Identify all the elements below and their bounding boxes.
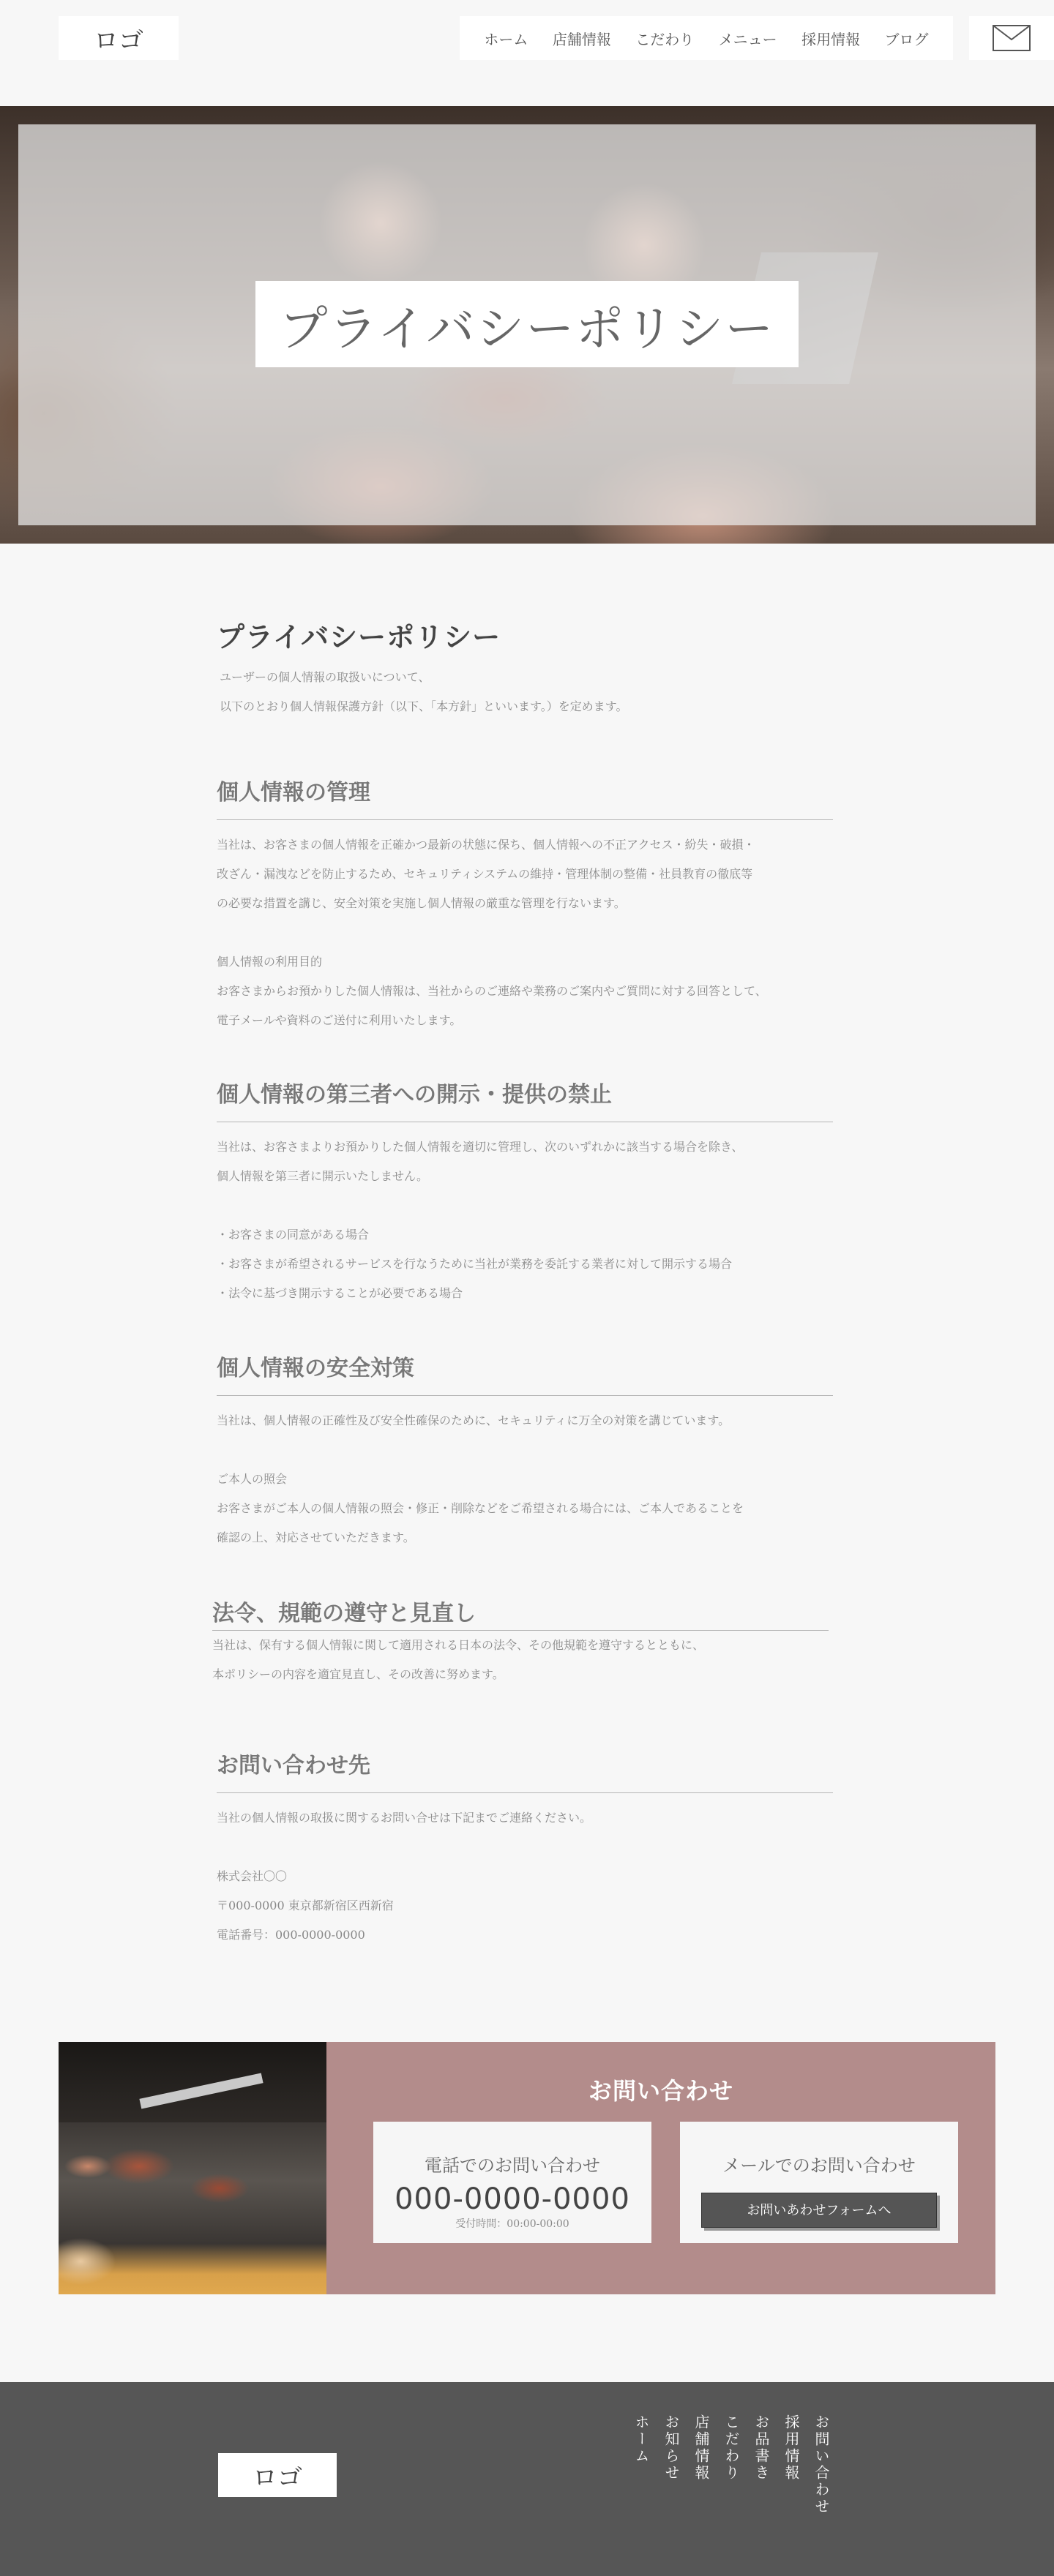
section-line: 当社は、保有する個人情報に関して適用される日本の法令、その他規範を遵守するとともに、: [212, 1638, 705, 1652]
section-line: ・お客さまが希望されるサービスを行なうために当社が業務を委託する業者に対して開示する場合: [217, 1257, 733, 1271]
footer-nav-label: ホーム: [632, 2414, 650, 2465]
privacy-content: [212, 615, 833, 1942]
footer-logo[interactable]: ロゴ: [218, 2453, 337, 2497]
footer-nav-recruit[interactable]: [784, 2414, 799, 2482]
section-line: ・お客さまの同意がある場合: [217, 1228, 370, 1242]
phone-number[interactable]: 000-0000-0000: [395, 2182, 630, 2216]
section-compliance: [212, 1595, 829, 1689]
footer-nav-label: お品書き: [752, 2414, 770, 2482]
site-footer: [0, 2382, 1054, 2576]
section-line: の必要な措置を講じ、安全対策を実施し個人情報の厳重な管理を行ないます。: [217, 896, 626, 910]
mail-contact-card: [680, 2122, 958, 2243]
section-line: 〒000-0000 東京都新宿区西新宿: [217, 1899, 394, 1912]
phone-hours: 受付時間：00:00-00:00: [455, 2218, 569, 2230]
section-line: ご本人の照会: [217, 1472, 288, 1486]
section-line: [217, 918, 833, 947]
intro-line: 以下のとおり個人情報保護方針（以下、「本方針」といいます。）を定めます。: [220, 699, 628, 713]
nav-item-blog[interactable]: ブログ: [884, 30, 929, 48]
section-line: 当社は、お客さまの個人情報を正確かつ最新の状態に保ち、個人情報への不正アクセス・紛失・破損・: [217, 838, 755, 852]
phone-card-heading: 電話でのお問い合わせ: [425, 2155, 600, 2176]
section-line: 確認の上、対応させていただきます。: [217, 1531, 415, 1544]
footer-nav-news[interactable]: [664, 2414, 679, 2482]
section-line: 当社の個人情報の取扱に関するお問い合せは下記までご連絡ください。: [217, 1811, 592, 1825]
section-contact-info: [217, 1747, 833, 1950]
footer-nav-label: 店舗情報: [692, 2414, 710, 2482]
contact-form-button[interactable]: お問いあわせフォームへ: [701, 2193, 937, 2228]
footer-nav-commitment[interactable]: [724, 2414, 739, 2482]
nav-item-home[interactable]: ホーム: [484, 30, 528, 48]
footer-nav-menu[interactable]: [754, 2414, 769, 2482]
phone-contact-card: [373, 2122, 651, 2243]
section-line: 個人情報を第三者に開示いたしません。: [217, 1169, 428, 1183]
section-security: [217, 1350, 833, 1552]
section-line: 個人情報の利用目的: [217, 955, 323, 969]
section-line: [217, 1435, 833, 1465]
section-line: [217, 1833, 833, 1862]
nav-item-recruit[interactable]: 採用情報: [801, 30, 861, 48]
mail-card-heading: メールでのお問い合わせ: [722, 2155, 916, 2176]
section-line: [217, 1191, 833, 1220]
teppanyaki-photo: [59, 2042, 326, 2294]
section-heading: 個人情報の第三者への開示・提供の禁止: [217, 1076, 833, 1122]
section-heading: 個人情報の安全対策: [217, 1350, 833, 1396]
section-line: 改ざん・漏洩などを防止するため、セキュリティシステムの維持・管理体制の整備・社員教育の徹底等: [217, 867, 753, 881]
footer-nav-label: 採用情報: [782, 2414, 800, 2482]
section-heading: お問い合わせ先: [217, 1747, 833, 1793]
footer-nav-label: お問い合わせ: [812, 2414, 830, 2515]
hero-banner: [0, 106, 1054, 544]
envelope-icon: [993, 25, 1031, 51]
section-line: 電話番号：000-0000-0000: [217, 1928, 365, 1942]
nav-item-store-info[interactable]: 店舗情報: [552, 30, 611, 48]
footer-nav-label: お知らせ: [662, 2414, 680, 2482]
section-management: [217, 774, 833, 1035]
contact-banner: [59, 2042, 995, 2294]
mail-button[interactable]: [969, 16, 1054, 60]
page-title: プライバシーポリシー: [217, 620, 501, 653]
section-heading: 個人情報の管理: [217, 774, 833, 820]
section-line: ・法令に基づき開示することが必要である場合: [217, 1286, 463, 1300]
footer-nav-label: こだわり: [722, 2414, 740, 2482]
footer-nav-store-info[interactable]: [694, 2414, 709, 2482]
contact-title: お問い合わせ: [588, 2077, 733, 2105]
footer-nav-home[interactable]: [634, 2414, 649, 2465]
hero-title: プライバシーポリシー: [255, 281, 799, 367]
section-line: 株式会社〇〇: [217, 1869, 288, 1883]
nav-item-menu[interactable]: メニュー: [718, 30, 777, 48]
section-line: お客さまがご本人の個人情報の照会・修正・削除などをご希望される場合には、ご本人であることを: [217, 1501, 744, 1515]
section-disclosure: [217, 1076, 833, 1308]
header-logo[interactable]: ロゴ: [59, 16, 179, 60]
section-line: 本ポリシーの内容を適宜見直し、その改善に努めます。: [212, 1667, 504, 1681]
intro-line: ユーザーの個人情報の取扱いについて、: [220, 670, 430, 684]
photo-hood: [59, 2042, 326, 2122]
main-nav: [460, 16, 953, 60]
section-line: お客さまからお預かりした個人情報は、当社からのご連絡や業務のご案内やご質問に対する回答として、: [217, 984, 767, 998]
section-line: 電子メールや資料のご送付に利用いたします。: [217, 1013, 462, 1027]
section-line: 当社は、お客さまよりお預かりした個人情報を適切に管理し、次のいずれかに該当する場合を除き、: [217, 1140, 744, 1154]
nav-item-commitment[interactable]: こだわり: [635, 30, 695, 48]
section-heading: 法令、規範の遵守と見直し: [212, 1595, 829, 1631]
section-line: 当社は、個人情報の正確性及び安全性確保のために、セキュリティに万全の対策を講じています。: [217, 1413, 730, 1427]
footer-nav-contact[interactable]: [814, 2414, 829, 2515]
